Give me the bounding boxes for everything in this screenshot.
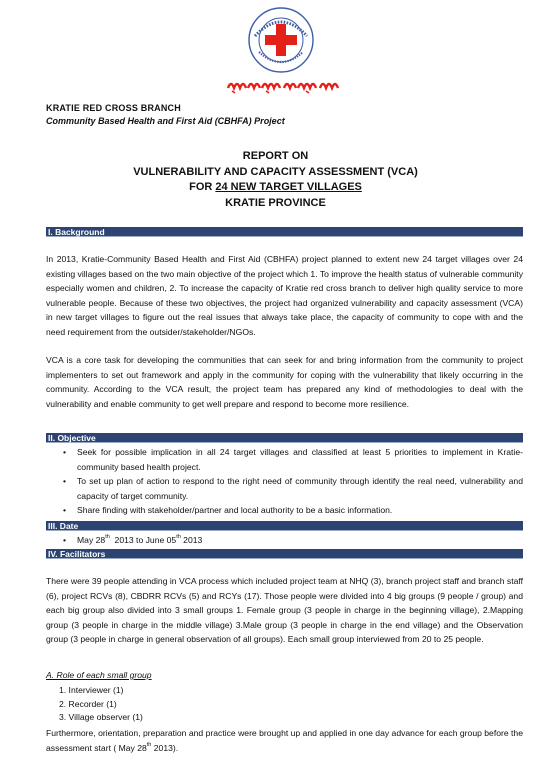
role-item: 2. Recorder (1) [59,698,117,709]
date-range [46,533,523,548]
section-heading-date: III. Date [46,521,523,531]
facilitators-paragraph-2-ordinal: th [146,741,152,748]
facilitators-paragraph-2 [46,726,523,755]
date-list [46,533,523,548]
date-start-day: May 28 [77,535,106,545]
role-item: 3. Village observer (1) [59,712,143,722]
title-line-3-underlined: 24 NEW TARGET VILLAGES [215,181,362,193]
background-paragraph-1: In 2013, Kratie-Community Based Health and First Aid (CBHFA) project planned to extent new 24 target villages over 24 existing villages based on the two main objective of the project which 1. To improve the health status of vulnerable community especially women and children, 2. To increase the capacity of Kratie red cross branch to deliver high quality service to more vulnerable people. Because of these two objectives, the project had organized vulnerability and capacity assessment (VCA) in new target villages to figure out the real issues that always take place, the capacity of community to cope with and the need requirement from the outsider/stakeholder/NGOs. [46,254,523,337]
facilitators-paragraph-2-main: Furthermore, orientation, preparation and practice were brought up and applied in one day advance for each group before the assessment start ( May 28 [46,728,523,753]
title-line-3-prefix: FOR [189,181,216,193]
org-name: KRATIE RED CROSS BRANCH [46,103,181,113]
role-item: 1. Interviewer (1) [59,685,124,695]
facilitators-paragraph-2-end: 2013). [151,742,179,753]
cambodian-red-cross-logo [247,6,315,74]
project-name: Community Based Health and First Aid (CBHFA) Project [46,116,285,126]
section-heading-objective: II. Objective [46,433,523,443]
background-paragraph-2: VCA is a core task for developing the communities that can seek for and bring information from the community to project implementers to set out framework and apply in the community for coping with the vulnerability that likely occurring in the community. According to the VCA result, the project team has prepared any kind of methodologies to deal with the vulnerability and enable community to get well prepare and respond to become more resilience. [46,355,523,409]
date-start-ordinal: th [105,534,110,541]
section-heading-facilitators: IV. Facilitators [46,549,523,559]
date-end: 2013 [180,535,203,545]
khmer-org-name-logotype [226,76,341,94]
objective-item: • To set up plan of action to respond to the right need of community through identify the real need, vulnerability and capacity of target community. [46,474,523,503]
role-of-small-group-heading: A. Role of each small group [46,670,152,680]
report-title [0,149,551,211]
objective-list [46,445,523,518]
role-list [46,684,143,725]
facilitators-paragraph-1: There were 39 people attending in VCA process which included project team at NHQ (3), branch project staff and branch staff (6), project RCVs (8), CBDRR RCVs (5) and RCYs (17). Those people were divided into 4 big groups (9 people / group) and each big group also divided into 3 small groups 1. Female group (3 people in charge in the beginning village), 2.Mapping group (3 people in charge in the middle village) 3.Male group (3 people in charge in the end village) and the Observation group (3 people in charge in general observation of all groups). Each small group interviewed from 20 to 25 people. [46,576,523,644]
date-middle: 2013 to June 05 [109,535,177,545]
section-heading-background: I. Background [46,227,523,237]
title-line-1: REPORT ON [242,150,309,162]
title-line-3 [0,180,551,196]
title-line-4: KRATIE PROVINCE [225,196,326,209]
date-end-ordinal: th [176,534,181,541]
objective-item: • Share finding with stakeholder/partner and local authority to be a basic information. [46,503,523,518]
objective-item: • Seek for possible implication in all 24 target villages and classified at least 5 priorities to implement in Kratie-community based health project. [46,445,523,474]
title-line-2: VULNERABILITY AND CAPACITY ASSESSMENT (VCA) [133,165,418,178]
